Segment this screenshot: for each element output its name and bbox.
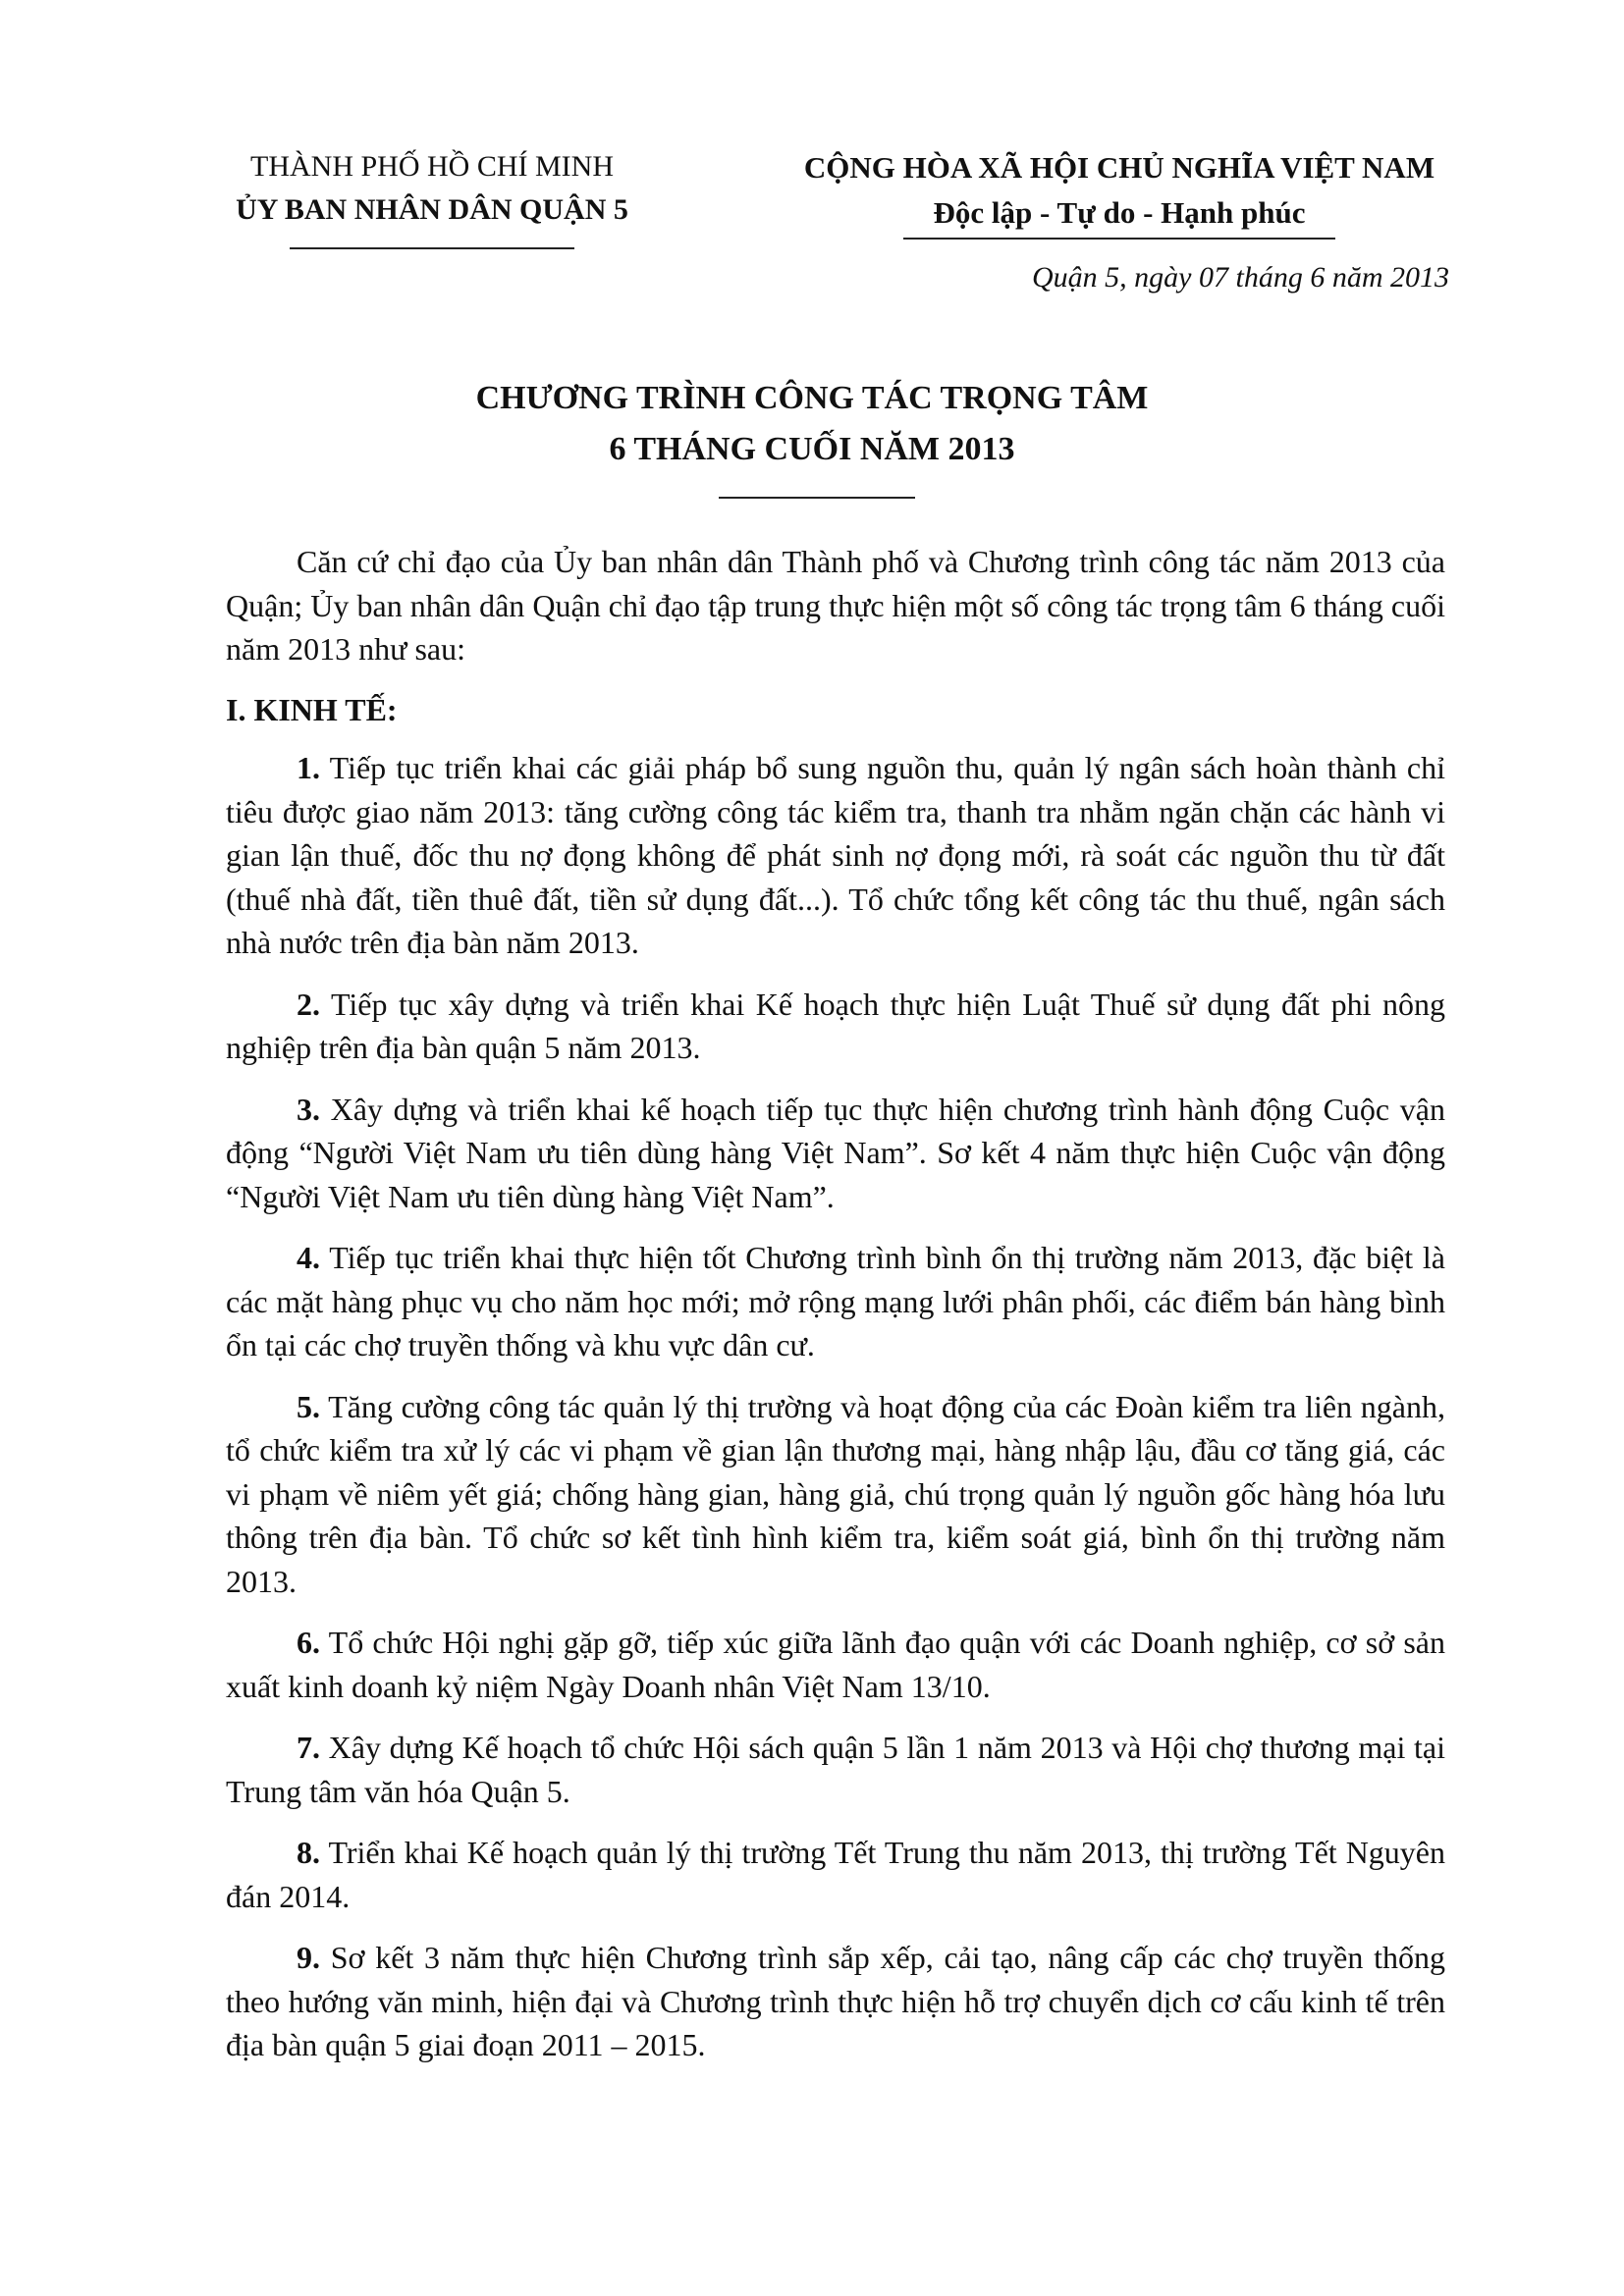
committee-name: ỦY BAN NHÂN DÂN QUẬN 5 [236,193,628,226]
list-item [226,1726,1445,1813]
item-number: 4. [297,1240,320,1275]
item-number: 2. [297,986,320,1022]
list-item [226,1236,1445,1367]
item-text: Sơ kết 3 năm thực hiện Chương trình sắp xếp, cải tạo, nâng cấp các chợ truyền thống theo hướng văn minh, hiện đại và Chương trình thực hiện hỗ trợ chuyển dịch cơ cấu kinh tế trên địa bàn quận 5 giai đoạn 2011 – 2015. [226,1940,1446,2062]
item-number: 1. [297,750,320,785]
motto: Độc lập - Tự do - Hạnh phúc [933,195,1306,230]
intro-paragraph: Căn cứ chỉ đạo của Ủy ban nhân dân Thành phố và Chương trình công tác năm 2013 của Quận; Ủy ban nhân dân Quận chỉ đạo tập trung thực hiện một số công tác trọng tâm 6 tháng cuối năm 2013 như sau: [226,544,1445,667]
item-text: Tiếp tục xây dựng và triển khai Kế hoạch thực hiện Luật Thuế sử dụng đất phi nông nghiệp trên địa bàn quận 5 năm 2013. [226,986,1446,1065]
item-number: 8. [297,1835,320,1870]
issuing-authority [196,145,668,249]
item-text: Tiếp tục triển khai thực hiện tốt Chương trình bình ổn thị trường năm 2013, đặc biệt là các mặt hàng phục vụ cho năm học mới; mở rộng mạng lưới phân phối, các điểm bán hàng bình ổn tại các chợ truyền thống và khu vực dân cư. [226,1240,1446,1362]
item-number: 7. [297,1730,320,1765]
intro-block [226,540,1445,689]
title-line-2: 6 THÁNG CUỐI NĂM 2013 [609,431,1015,467]
item-text: Tăng cường công tác quản lý thị trường và hoạt động của các Đoàn kiểm tra liên ngành, tổ chức kiểm tra xử lý các vi phạm về gian lận thương mại, hàng nhập lậu, đầu cơ tăng giá, các vi phạm về niêm yết giá; chống hàng gian, hàng giả, chú trọng quản lý nguồn gốc hàng hóa lưu thông trên địa bàn. Tổ chức sơ kết tình hình kiểm tra, kiểm soát giá, bình ổn thị trường năm 2013. [226,1388,1446,1599]
city-name: THÀNH PHỐ HỒ CHÍ MINH [250,150,614,183]
document-date: Quận 5, ngày 07 tháng 6 năm 2013 [1032,261,1449,294]
item-text: Triển khai Kế hoạch quản lý thị trường Tết Trung thu năm 2013, thị trường Tết Nguyên đán 2014. [226,1835,1446,1914]
list-item [226,746,1445,965]
list-item [226,1936,1445,2067]
list-item [226,983,1445,1070]
title-underline [719,497,915,499]
item-text: Xây dựng Kế hoạch tổ chức Hội sách quận 5 lần 1 năm 2013 và Hội chợ thương mại tại Trung tâm văn hóa Quận 5. [226,1730,1446,1809]
item-number: 6. [297,1625,320,1660]
motto-underline [903,238,1335,240]
section-heading: I. KINH TẾ: [226,692,398,727]
item-text: Tiếp tục triển khai các giải pháp bổ sung nguồn thu, quản lý ngân sách hoàn thành chỉ tiêu được giao năm 2013: tăng cường công tác kiểm tra, thanh tra nhằm ngăn chặn các hành vi gian lận thuế, đốc thu nợ đọng không để phát sinh nợ đọng mới, rà soát các nguồn thu từ đất (thuế nhà đất, tiền thuê đất, tiền sử dụng đất...). Tổ chức tổng kết công tác thu thuế, ngân sách nhà nước trên địa bàn năm 2013. [226,750,1446,960]
country-name: CỘNG HÒA XÃ HỘI CHỦ NGHĨA VIỆT NAM [803,150,1435,185]
national-motto [756,145,1483,240]
list-item [226,1385,1445,1604]
item-list [226,746,1445,2085]
document-title [0,373,1624,475]
item-number: 5. [297,1388,320,1424]
list-item [226,1088,1445,1219]
item-number: 3. [297,1091,320,1127]
list-item [226,1621,1445,1708]
authority-underline [290,247,574,249]
list-item [226,1831,1445,1918]
item-number: 9. [297,1940,320,1975]
item-text: Xây dựng và triển khai kế hoạch tiếp tục thực hiện chương trình hành động Cuộc vận động “Người Việt Nam ưu tiên dùng hàng Việt Nam”. Sơ kết 4 năm thực hiện Cuộc vận động “Người Việt Nam ưu tiên dùng hàng Việt Nam”. [226,1091,1446,1214]
item-text: Tổ chức Hội nghị gặp gỡ, tiếp xúc giữa lãnh đạo quận với các Doanh nghiệp, cơ sở sản xuất kinh doanh kỷ niệm Ngày Doanh nhân Việt Nam 13/10. [226,1625,1445,1704]
title-line-1: CHƯƠNG TRÌNH CÔNG TÁC TRỌNG TÂM [475,380,1149,416]
